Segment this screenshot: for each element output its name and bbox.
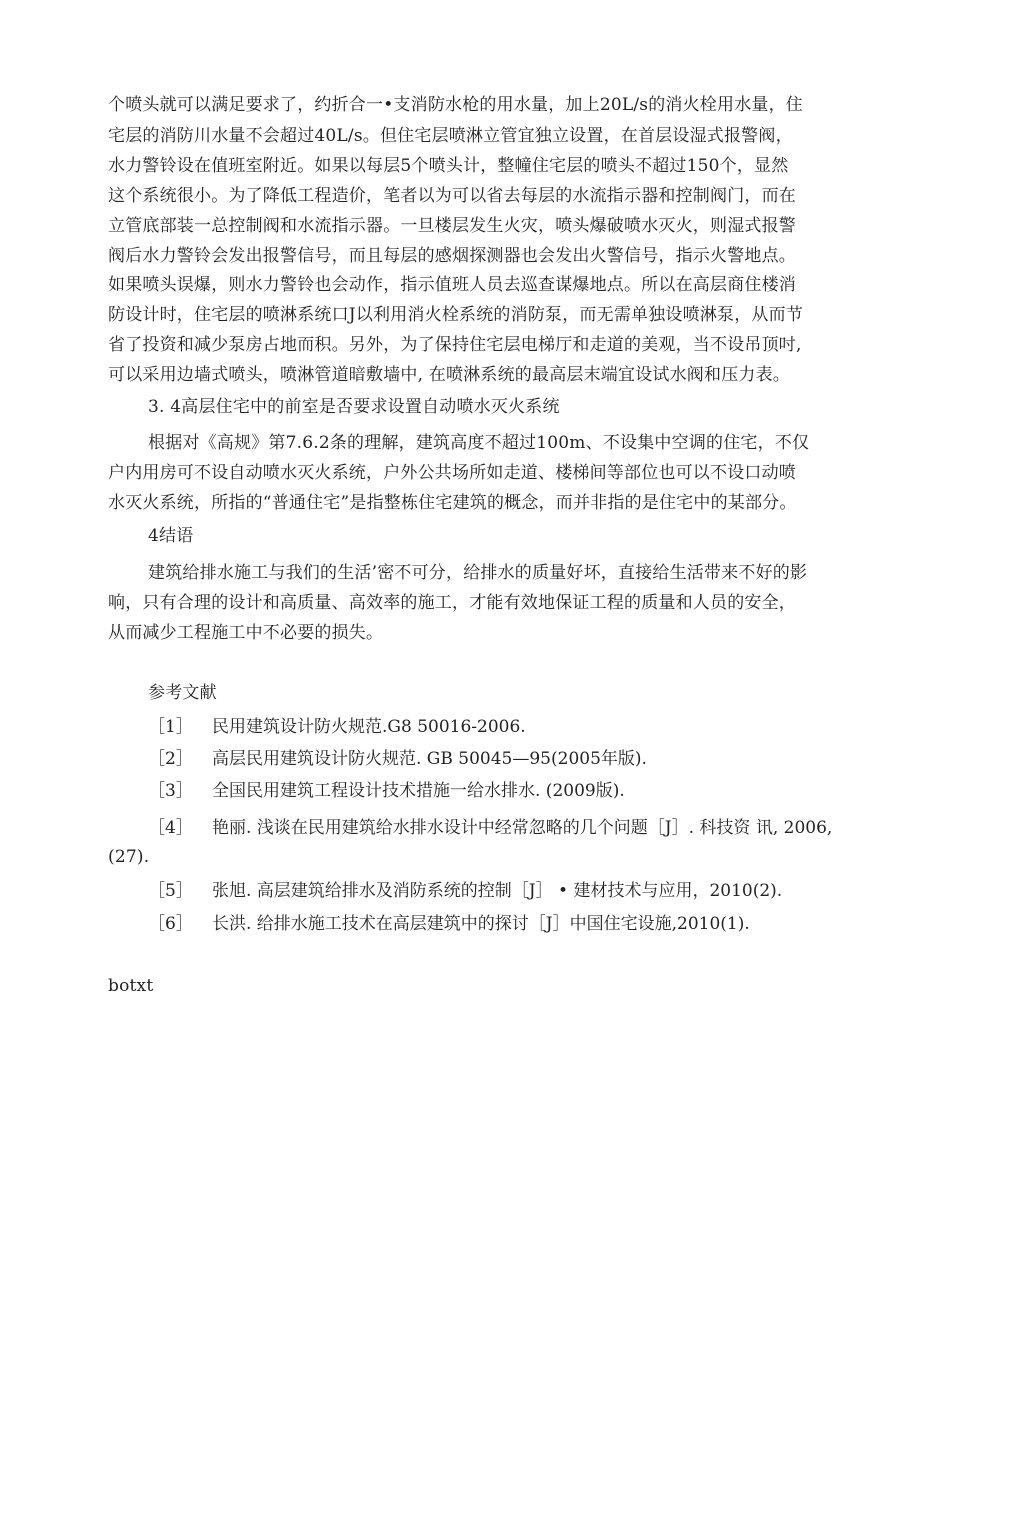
reference-text: 张旭. 高层建筑给排水及消防系统的控制［J］ • 建材技术与应用，2010(2).	[212, 881, 783, 901]
reference-item	[148, 816, 832, 840]
reference-text: 全国民用建筑工程设计技术措施一给水排水. (2009版).	[212, 781, 625, 801]
reference-item	[148, 912, 750, 936]
reference-item	[148, 715, 526, 739]
reference-number: ［3］	[148, 781, 193, 801]
body-text-line: 可以采用边墙式喷头，喷淋管道暗敷墙中, 在喷淋系统的最高层末端宜设试水阀和压力表。	[108, 365, 791, 385]
reference-number: ［6］	[148, 914, 193, 934]
body-text-line: 个喷头就可以满足要求了，约折合一•支消防水枪的用水量，加上20L/s的消火栓用水量，住	[108, 95, 803, 115]
section-heading: 4结语	[148, 526, 194, 546]
reference-text: 艳丽. 浅谈在民用建筑给水排水设计中经常忽略的几个问题［J］. 科技资 讯, 2006,	[212, 818, 833, 838]
reference-number: ［2］	[148, 749, 193, 769]
reference-text: 长洪. 给排水施工技术在高层建筑中的探讨［J］中国住宅设施,2010(1).	[212, 914, 750, 934]
body-text-line: 如果喷头误爆，则水力警铃也会动作，指示值班人员去巡查谋爆地点。所以在高层商住楼消	[108, 275, 796, 295]
reference-continuation: (27).	[108, 847, 150, 867]
body-text-line: 宅层的消防川水量不会超过40L/s。但住宅层喷淋立管宜独立设置，在首层设湿式报警阀，	[108, 126, 793, 146]
reference-text: 高层民用建筑设计防火规范. GB 50045—95(2005年版).	[212, 749, 647, 769]
body-text-line: 从而减少工程施工中不必要的损失。	[108, 623, 384, 643]
body-text-line: 根据对《高规》第7.6.2条的理解，建筑高度不超过100m、不设集中空调的住宅，不仅	[148, 433, 810, 453]
reference-number: ［5］	[148, 881, 193, 901]
body-text-line: 这个系统很小。为了降低工程造价，笔者以为可以省去每层的水流指示器和控制阀门，而在	[108, 186, 796, 206]
body-text-line: 立管底部装一总控制阀和水流指示器。一旦楼层发生火灾，喷头爆破喷水灭火，则湿式报警	[108, 216, 796, 236]
body-text-line: 户内用房可不设自动喷水灭火系统，户外公共场所如走道、楼梯间等部位也可以不设口动喷	[108, 463, 796, 483]
footer-text: botxt	[108, 976, 154, 996]
reference-item	[148, 779, 625, 803]
reference-text: 民用建筑设计防火规范.G8 50016-2006.	[212, 717, 526, 737]
section-heading: 3. 4高层住宅中的前室是否要求设置自动喷水灭火系统	[148, 397, 560, 417]
references-heading: 参考文献	[148, 683, 217, 703]
reference-item	[148, 879, 782, 903]
body-text-line: 水力警铃设在值班室附近。如果以每层5个喷头计，整幢住宅层的喷头不超过150个，显然	[108, 156, 789, 176]
body-text-line: 响，只有合理的设计和高质量、高效率的施工，才能有效地保证工程的质量和人员的安全，	[108, 593, 796, 613]
reference-number: ［1］	[148, 717, 193, 737]
body-text-line: 水灭火系统，所指的“普通住宅”是指整栋住宅建筑的概念，而并非指的是住宅中的某部分。	[108, 493, 797, 513]
body-text-line: 防设计时，住宅层的喷淋系统口J以利用消火栓系统的消防泵，而无需单独设喷淋泵，从而节	[108, 305, 804, 325]
reference-number: ［4］	[148, 818, 193, 838]
reference-item	[148, 747, 647, 771]
body-text-line: 省了投资和减少泵房占地而积。另外，为了保持住宅层电梯厅和走道的美观，当不设吊顶吋,	[108, 335, 802, 355]
body-text-line: 建筑给排水施工与我们的生活’密不可分，给排水的质量好坏，直接给生活带来不好的影	[148, 563, 808, 583]
body-text-line: 阀后水力警铃会发出报警信号，而且每层的感烟探测器也会发出火警信号，指示火警地点。	[108, 246, 796, 266]
